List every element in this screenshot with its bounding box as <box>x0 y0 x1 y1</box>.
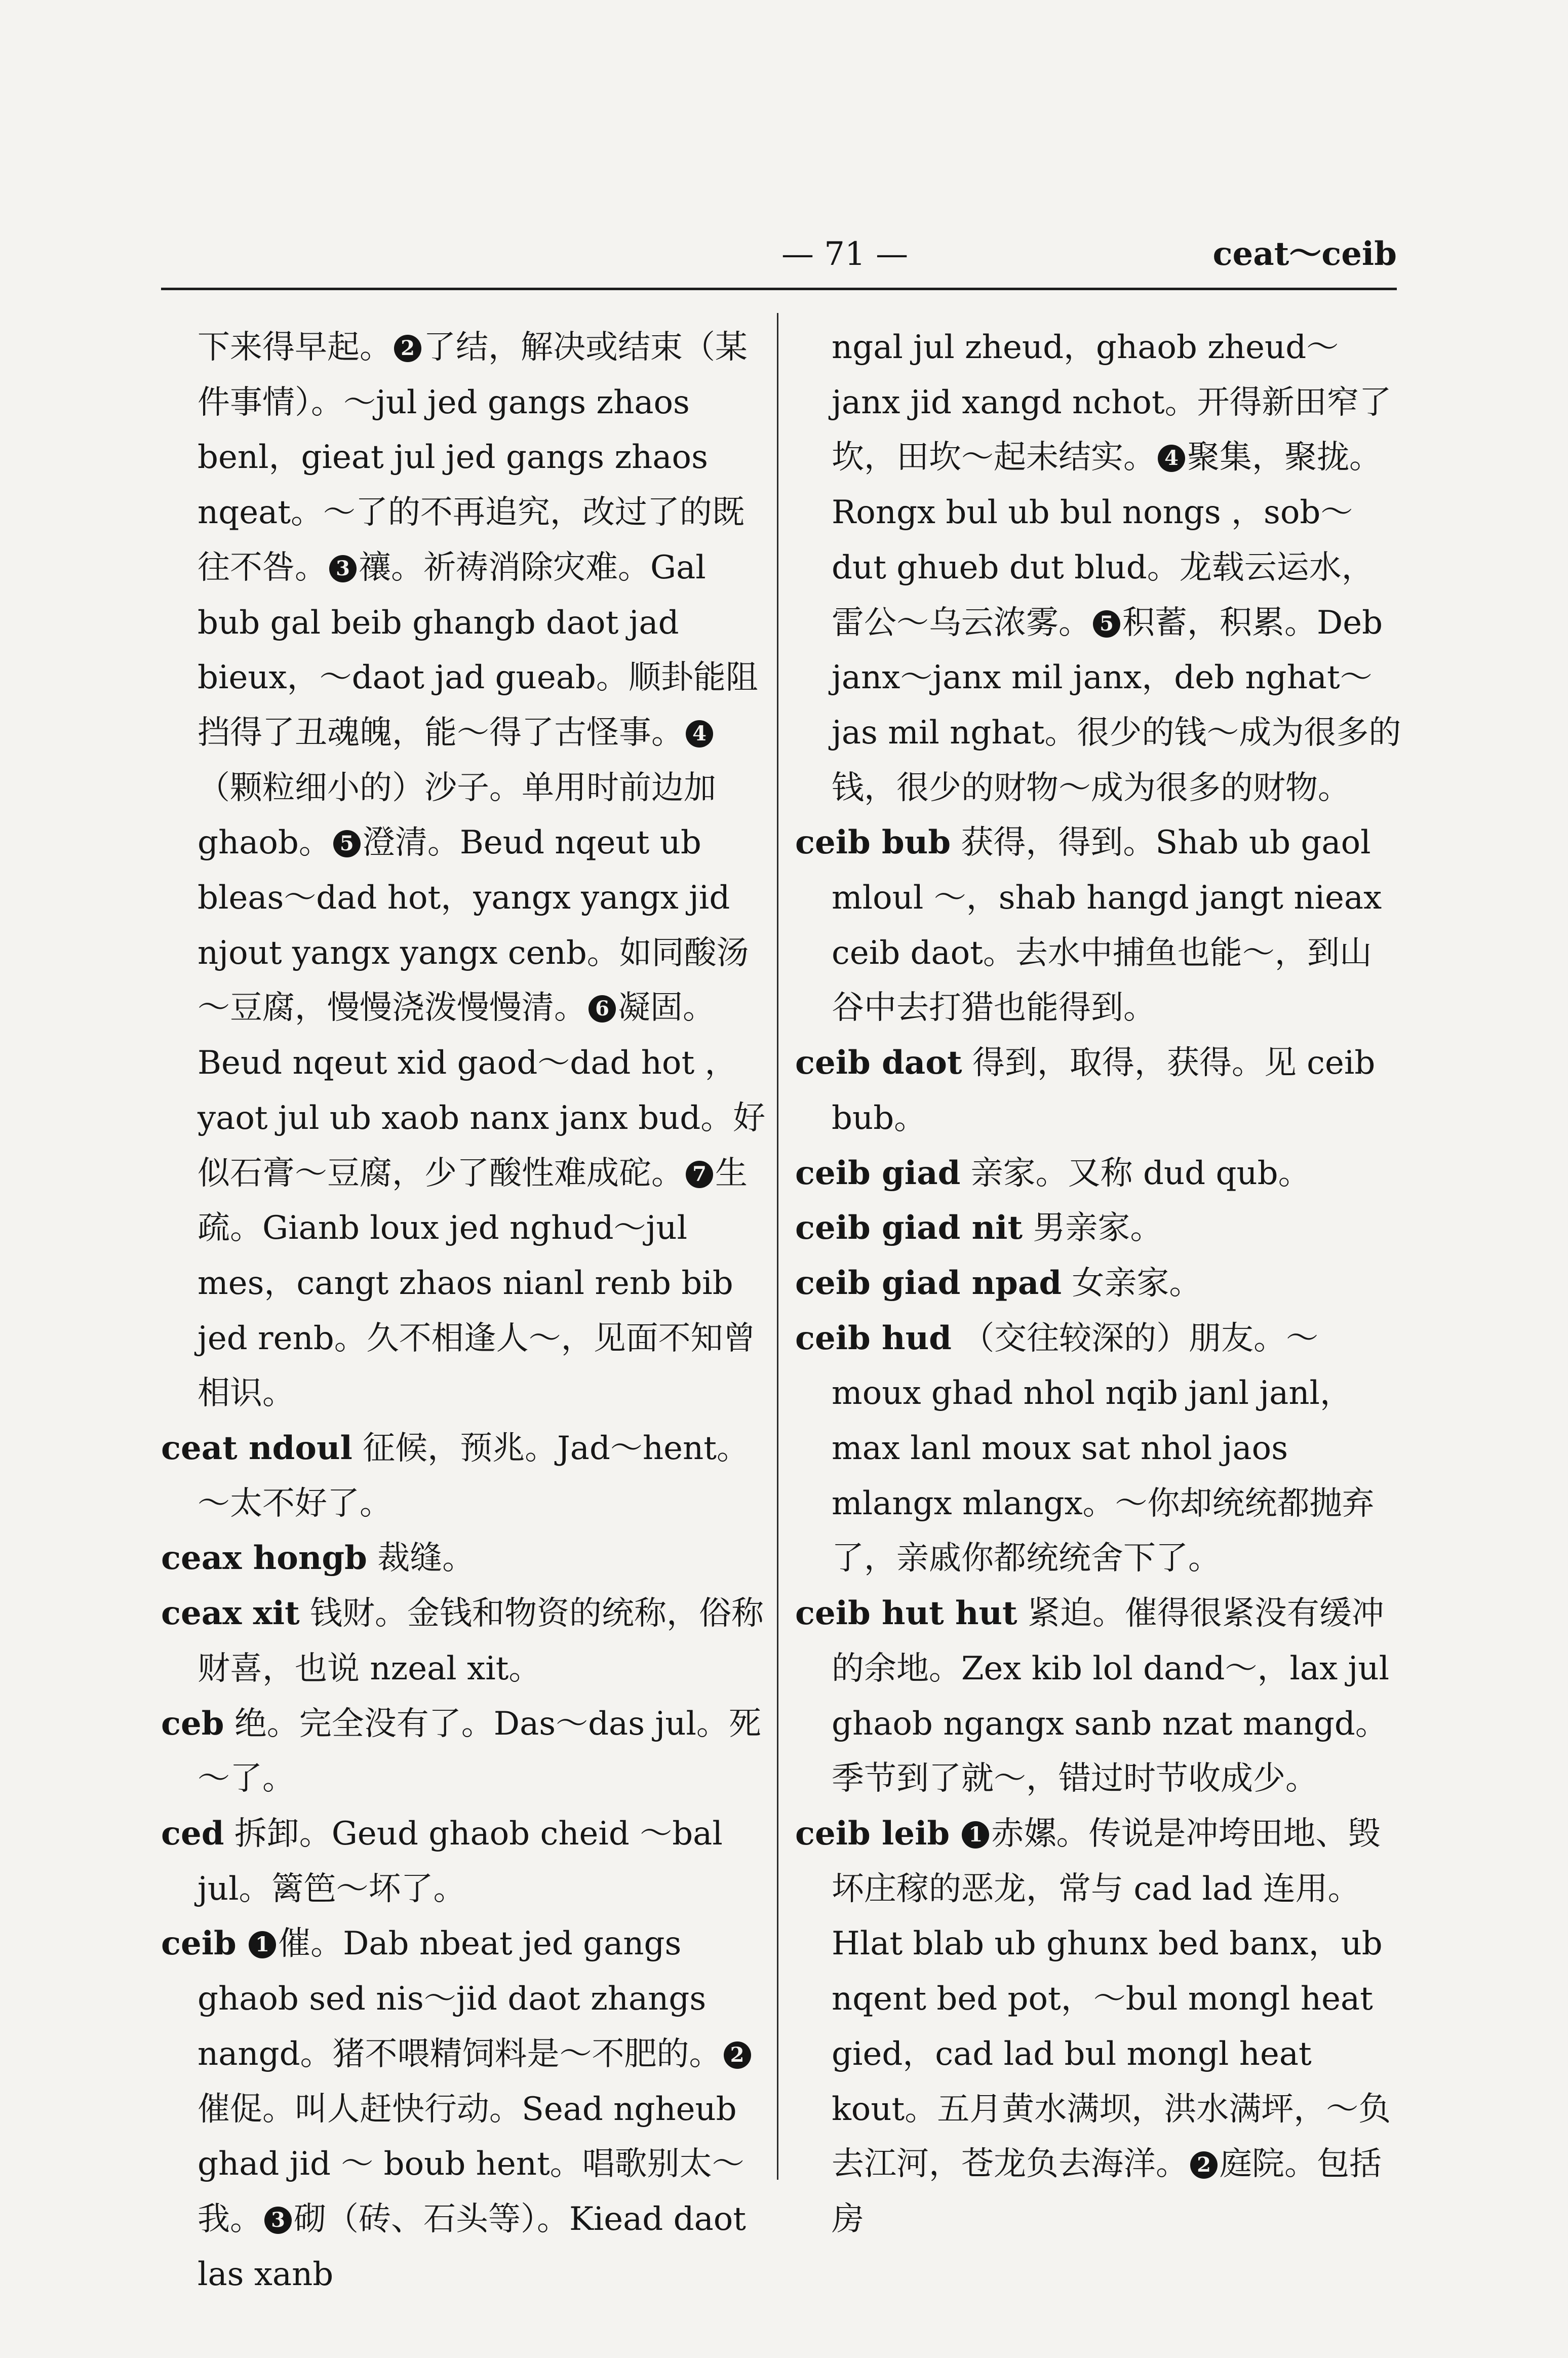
headword: ceib giad nit <box>795 1209 1023 1247</box>
headword: ceib <box>161 1924 237 1963</box>
definition-text: 男亲家。 <box>1033 1209 1163 1247</box>
left-column <box>161 320 769 2302</box>
definition-text: 澄清。Beud nqeut ub bleas～dad hot，yangx yangx jid njout yangx yangx cenb。如同酸汤～豆腐，慢慢浇泼慢慢清。 <box>198 824 749 1027</box>
definition-text: 催。Dab nbeat jed gangs ghaob sed nis～jid daot zhangs nangd。猪不喂精饲料是～不肥的。 <box>198 1925 722 2073</box>
dictionary-entry <box>795 1146 1403 1201</box>
definition-text: 生疏。Gianb loux jed nghud～jul mes，cangt zhaos nianl renb bib jed renb。久不相逢人～，见面不知曾相识。 <box>198 1154 756 1412</box>
headword: ceax hongb <box>161 1539 367 1578</box>
definition-text: 绝。完全没有了。Das～das jul。死～了。 <box>198 1705 761 1798</box>
dictionary-entry <box>795 1311 1403 1587</box>
sense-number-4: 4 <box>1158 445 1185 472</box>
definition-text: 亲家。又称 dud qub。 <box>970 1154 1311 1192</box>
header-rule <box>161 288 1397 290</box>
headword: ced <box>161 1814 224 1853</box>
column-divider <box>777 313 778 2180</box>
sense-number-7: 7 <box>686 1161 713 1188</box>
headword: ceib hud <box>795 1319 952 1357</box>
definition-text: 拆卸。Geud ghaob cheid ～bal jul。篱笆～坏了。 <box>198 1815 723 1908</box>
sense-number-2: 2 <box>1190 2151 1218 2179</box>
page-header <box>161 229 1397 280</box>
dictionary-entry <box>161 1697 769 1806</box>
headword: ceib daot <box>795 1044 962 1082</box>
definition-text: 了结，解决或结束（某件事情）。～jul jed gangs zhaos benl，gieat jul jed gangs zhaos nqeat。～了的不再追究，改过了的既往不咎。 <box>198 329 748 586</box>
definition-text: 禳。祈祷消除灾难。Gal bub gal beib ghangb daot jad bieux，～daot jad gueab。顺卦能阻挡得了丑魂魄，能～得了古怪事。 <box>198 548 758 752</box>
running-head: ceat～ceib <box>1212 235 1397 273</box>
definition-text: 催促。叫人赶快行动。Sead ngheub ghad jid ～ boub hent。唱歌别太～我。 <box>198 2090 744 2238</box>
definition-text: 聚集，聚拢。Rongx bul ub bul nongs ，sob～dut ghueb dut blud。龙载云运水，雷公～乌云浓雾。 <box>832 439 1382 642</box>
definition-text: 庭院。包括房 <box>832 2145 1382 2238</box>
dictionary-entry <box>795 1806 1403 2247</box>
definition-text: 裁缝。 <box>377 1540 475 1578</box>
definition-text: 得到，取得，获得。见 ceib bub。 <box>832 1044 1376 1137</box>
definition-text: （交往较深的）朋友。～moux ghad nhol nqib janl janl，max lanl moux sat nhol jaos mlangx mlangx。～你却统统都抛弃了，亲戚你都统统舍下了。 <box>832 1319 1375 1578</box>
dictionary-entry <box>795 1256 1403 1311</box>
definition-text: ngal jul zheud，ghaob zheud～janx jid xangd nchot。开得新田窄了坎，田坎～起未结实。 <box>832 329 1392 477</box>
definition-text: 积蓄，积累。Deb janx～janx mil janx，deb nghat～jas mil nghat。很少的钱～成为很多的钱，很少的财物～成为很多的财物。 <box>832 604 1401 807</box>
dictionary-entry <box>795 1036 1403 1146</box>
definition-text: 征候，预兆。Jad～hent。～太不好了。 <box>198 1430 749 1522</box>
dictionary-entry <box>161 1586 769 1696</box>
continued-entry <box>161 320 769 1421</box>
dictionary-entry <box>161 1806 769 1916</box>
dictionary-entry <box>795 815 1403 1036</box>
headword: ceib bub <box>795 823 951 862</box>
definition-text: （颗粒细小的）沙子。单用时前边加 ghaob。 <box>198 769 716 862</box>
definition-text: 紧迫。催得很紧没有缓冲的余地。Zex kib lol dand～，lax jul ghaob ngangx sanb nzat mangd。季节到了就～，错过时节收成少。 <box>832 1595 1390 1798</box>
continued-entry <box>795 320 1403 815</box>
headword: ceb <box>161 1704 224 1743</box>
right-column <box>795 320 1403 2247</box>
definition-text: 下来得早起。 <box>198 329 392 366</box>
headword: ceib hut hut <box>795 1594 1017 1633</box>
sense-number-4: 4 <box>686 720 713 748</box>
definition-text: 砌（砖、石头等）。Kiead daot las xanb <box>198 2200 746 2293</box>
sense-number-1: 1 <box>249 1931 276 1958</box>
sense-number-2: 2 <box>724 2041 751 2069</box>
headword: ceib leib <box>795 1814 950 1853</box>
sense-number-6: 6 <box>589 995 616 1023</box>
definition-text: 赤嫘。传说是冲垮田地、毁坏庄稼的恶龙，常与 cad lad 连用。Hlat blab ub ghunx bed banx，ub nqent bed pot，～bul mongl heat gied，cad lad bul mongl heat kout。五月黄水满坝，洪水满坪，～负去江河，苍龙负去海洋。 <box>832 1815 1391 2183</box>
sense-number-1: 1 <box>962 1821 989 1849</box>
definition-text: 钱财。金钱和物资的统称，俗称财喜，也说 nzeal xit。 <box>198 1595 764 1687</box>
sense-number-3: 3 <box>329 555 357 582</box>
dictionary-entry <box>161 1916 769 2302</box>
dictionary-entry <box>795 1201 1403 1256</box>
definition-text: 获得，得到。Shab ub gaol mloul ～，shab hangd jangt nieax ceib daot。去水中捕鱼也能～，到山谷中去打猎也能得到。 <box>832 824 1382 1027</box>
headword: ceib giad <box>795 1154 961 1192</box>
sense-number-2: 2 <box>394 335 421 362</box>
headword: ceat ndoul <box>161 1429 352 1468</box>
dictionary-entry <box>161 1531 769 1586</box>
dictionary-entry <box>795 1586 1403 1806</box>
headword: ceib giad npad <box>795 1264 1062 1302</box>
dictionary-entry <box>161 1421 769 1531</box>
definition-text: 凝固。Beud nqeut xid gaod～dad hot ，yaot jul ub xaob nanx janx bud。好似石膏～豆腐，少了酸性难成砣。 <box>198 989 766 1192</box>
headword: ceax xit <box>161 1594 300 1633</box>
sense-number-5: 5 <box>333 830 361 857</box>
page-number: — 71 — <box>781 235 909 273</box>
sense-number-5: 5 <box>1093 610 1120 638</box>
definition-text: 女亲家。 <box>1072 1264 1202 1302</box>
sense-number-3: 3 <box>264 2207 292 2234</box>
